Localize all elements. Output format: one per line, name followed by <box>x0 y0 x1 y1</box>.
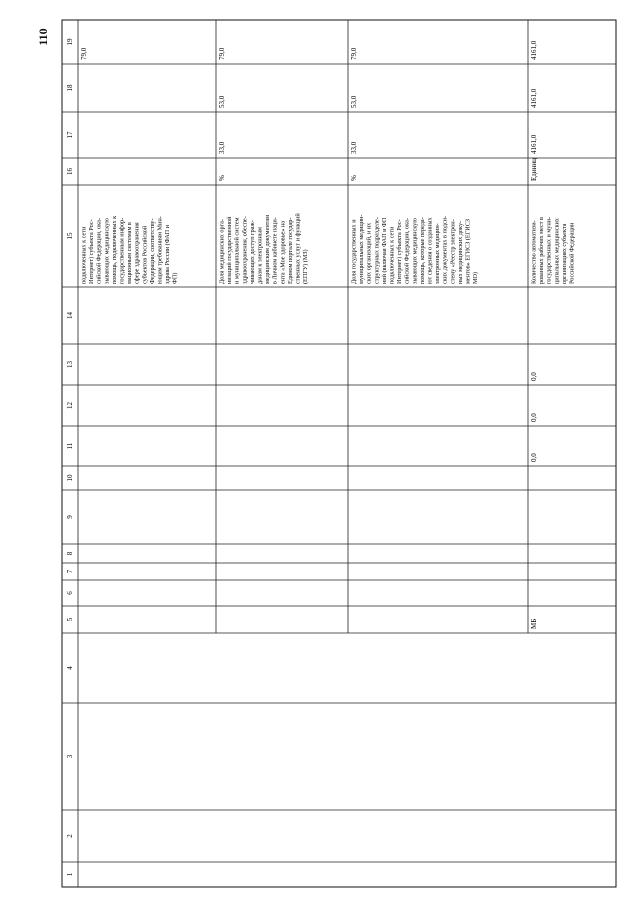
indicator-name-line: ФП) <box>171 272 179 284</box>
table-row <box>218 47 309 284</box>
column-number-7: 7 <box>66 569 74 574</box>
indicator-name-line: ных медицинских доку- <box>456 220 464 284</box>
indicator-name-line: Федерации, соответству- <box>148 218 156 284</box>
indicator-name-line: сфере здравоохранения <box>133 222 141 284</box>
value-cell-17: 33,0 <box>350 141 358 154</box>
column-number-6: 6 <box>66 591 74 595</box>
value-cell-13: 0,0 <box>530 372 538 381</box>
indicator-name-line: структурных подразделе- <box>373 217 381 284</box>
indicator-name-line: помощь, подключенных к <box>110 215 118 284</box>
value-cell-18: 53,0 <box>350 95 358 108</box>
indicator-name-line: рованных рабочих мест в <box>538 217 546 284</box>
indicator-name-line: Едином портале государ- <box>286 217 294 284</box>
value-cell-11: 0,0 <box>530 453 538 462</box>
value-cell-12: 0,0 <box>530 413 538 422</box>
column-number-2: 2 <box>66 834 74 838</box>
indicator-name-line: здравоохранения, обеспе- <box>241 216 249 284</box>
indicator-name-line: государственным инфор- <box>118 217 126 284</box>
indicator-name-line: низаций государственной <box>226 216 234 284</box>
indicator-name-line: сийской Федерации, ока- <box>95 218 103 284</box>
table-row <box>530 40 576 629</box>
value-cell-19: 79,0 <box>218 47 226 60</box>
value-cell-17: 33,0 <box>218 141 226 154</box>
column-number-header <box>66 38 74 876</box>
indicator-name-line: Доля государственных и <box>350 219 358 284</box>
column-number-9: 9 <box>66 515 74 519</box>
column-number-12: 12 <box>66 402 74 409</box>
indicator-name-line: Количество автоматизи- <box>530 220 538 284</box>
table-row <box>80 47 179 284</box>
indicator-name-line: стему «Реестр электрон- <box>449 219 457 284</box>
column-number-18: 18 <box>66 84 74 92</box>
column-number-3: 3 <box>66 754 74 759</box>
table-body <box>80 40 576 629</box>
indicator-name-line: Российской Федерации <box>568 222 576 284</box>
indicator-name-line: помощь, которые переда- <box>418 217 426 284</box>
indicator-name-line: медицинским документам <box>264 214 272 284</box>
column-number-15: 15 <box>66 232 74 240</box>
indicator-name-line: мационным системам в <box>126 222 134 284</box>
indicator-name-line: зывающих медицинскую <box>411 218 419 284</box>
indicator-name-line: (ЕПГУ) (МЗ) <box>302 249 310 284</box>
column-number-5: 5 <box>66 617 74 622</box>
value-cell-19: 79,0 <box>80 47 88 60</box>
value-cell-18: 4161,0 <box>530 88 538 108</box>
value-cell-19: 79,0 <box>350 47 358 60</box>
value-cell-19: 4161,0 <box>530 40 538 60</box>
source-cell: МБ <box>530 618 538 629</box>
column-number-19: 19 <box>66 38 74 46</box>
indicator-name-line: зывающих медицинскую <box>103 218 111 284</box>
indicator-name-line: ющим требованиям Мин- <box>156 216 164 284</box>
table-row <box>350 47 479 284</box>
indicator-name-line: Доля медицинских орга- <box>218 219 226 284</box>
unit-cell: % <box>218 175 226 181</box>
value-cell-18: 53,0 <box>218 95 226 108</box>
indicator-name-line: ента «Мое здоровье» на <box>279 221 287 284</box>
indicator-name-line: организациях субъекта <box>560 223 568 284</box>
indicator-name-line: сийской Федерации, ока- <box>403 218 411 284</box>
column-number-10: 10 <box>66 474 74 482</box>
indicator-name-line: подключенных к сети <box>388 226 396 284</box>
indicator-name-line: субъектов Российской <box>141 225 149 284</box>
indicator-name-line: МО) <box>472 271 480 284</box>
indicator-name-line: ний (включая ФАП и ФП <box>380 217 388 284</box>
column-number-13: 13 <box>66 361 74 368</box>
column-number-8: 8 <box>66 551 74 556</box>
column-number-4: 4 <box>66 666 74 670</box>
indicator-name-line: ментов» ЕГИСЗ (ЕГИСЗ <box>464 219 472 284</box>
column-number-14: 14 <box>66 312 74 319</box>
indicator-name-line: ских организаций, и их <box>365 222 373 284</box>
value-cell-17: 4161,0 <box>530 134 538 154</box>
column-number-16: 16 <box>66 168 74 175</box>
indicator-name-line: Интернет) субъекта Рос- <box>88 219 96 284</box>
indicator-name-line: чивающих доступ граж- <box>248 220 256 284</box>
indicator-name-line: государственных и муни- <box>545 216 553 284</box>
indicator-name-line: данам к электронным <box>256 227 264 284</box>
page-number: 110 <box>35 28 50 46</box>
indicator-name-line: и муниципальной систем <box>233 217 241 284</box>
column-number-17: 17 <box>66 131 74 139</box>
indicator-name-line: здрава России (ФАП и <box>164 224 172 284</box>
indicator-name-line: в Личном кабинете паци- <box>271 217 279 284</box>
column-number-11: 11 <box>66 442 74 450</box>
indicator-name-line: подключенных к сети <box>80 226 88 284</box>
indicator-name-line: Интернет) субъекта Рос- <box>396 219 404 284</box>
indicator-name-line: ских документах в подси- <box>441 216 449 284</box>
unit-cell: % <box>350 175 358 181</box>
indicator-name-line: ципальных медицинских <box>553 218 561 284</box>
unit-cell: Единиц <box>530 158 538 181</box>
indicator-name-line: ют сведения о созданных <box>426 217 434 284</box>
indicator-name-line: электронных медицин- <box>434 223 442 284</box>
indicator-name-line: муниципальных медицин- <box>358 214 366 284</box>
column-number-1: 1 <box>66 872 74 877</box>
indicator-name-line: ственных услуг и функций <box>294 213 302 284</box>
